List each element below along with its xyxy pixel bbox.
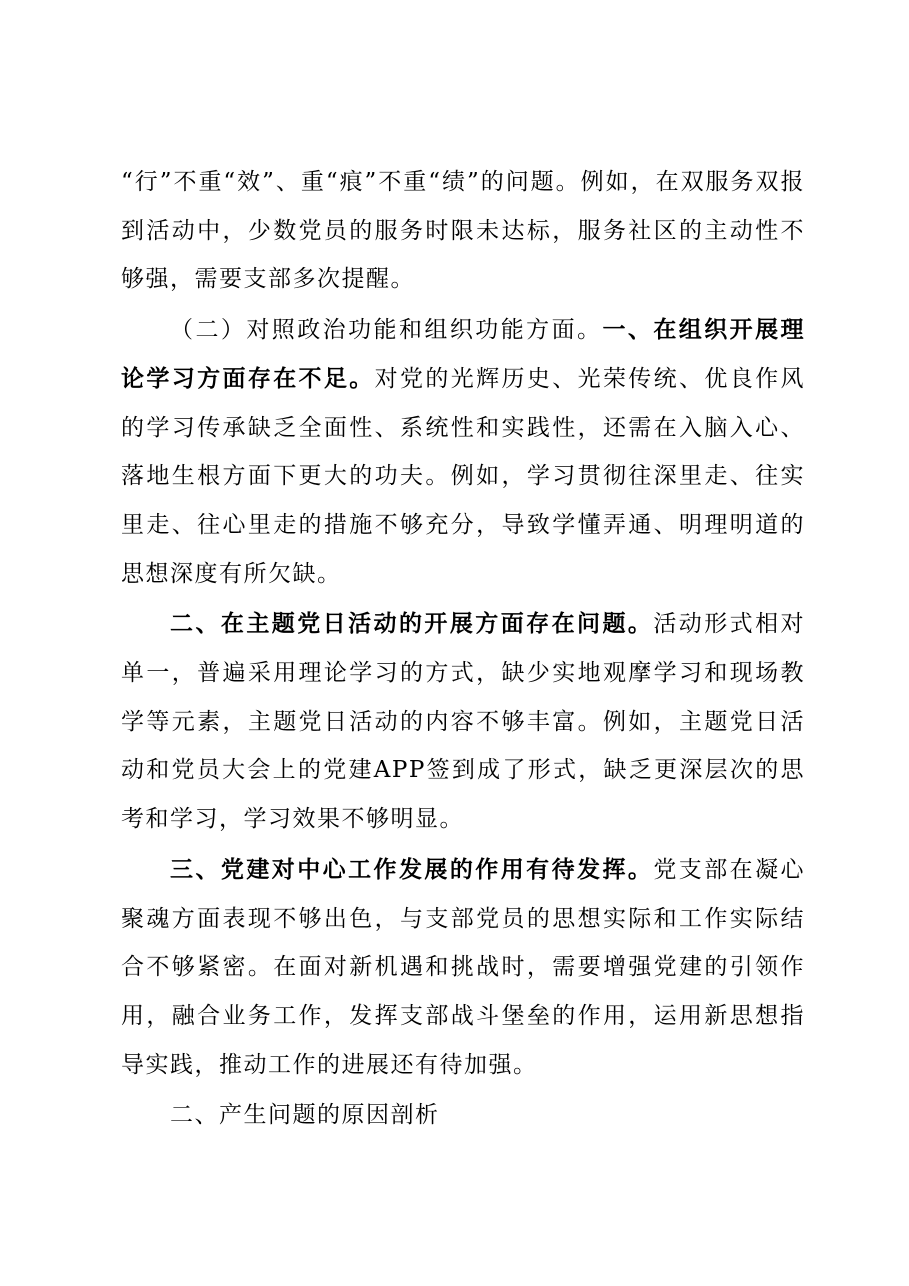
- paragraph-continuation: [121, 158, 805, 304]
- paragraph-party-day: [121, 600, 805, 844]
- paragraph-text: 党支部在凝心聚魂方面表现不够出色，与支部党员的思想实际和工作实际结合不够紧密。在面对新机遇和挑战时，需要增强党建的引领作用，融合业务工作，发挥支部战斗堡垒的作用，运用新思想指导实践，推动工作的进展还有待加强。: [121, 856, 805, 1078]
- paragraph-central-work: [121, 846, 805, 1090]
- paragraph-prefix: （二）对照政治功能和组织功能方面。: [170, 317, 603, 344]
- paragraph-lead: 三、党建对中心工作发展的作用有待发挥。: [170, 855, 654, 883]
- section-heading-text: 二、产生问题的原因剖析: [170, 1102, 440, 1129]
- document-page: [121, 158, 805, 1140]
- paragraph-lead: 一、在组织开展理论学习方面存在不足。: [121, 316, 805, 392]
- paragraph-lead: 二、在主题党日活动的开展方面存在问题。: [170, 610, 654, 638]
- section-heading: [121, 1091, 805, 1140]
- paragraph-text: 活动形式相对单一，普遍采用理论学习的方式，缺少实地观摩学习和现场教学等元素，主题党日活动的内容不够丰富。例如，主题党日活动和党员大会上的党建APP签到成了形式，缺乏更深层次的思考和学习，学习效果不够明显。: [121, 611, 805, 833]
- paragraph-text: 对党的光辉历史、光荣传统、优良作风的学习传承缺乏全面性、系统性和实践性，还需在入脑入心、落地生根方面下更大的功夫。例如，学习贯彻往深里走、往实里走、往心里走的措施不够充分，导致学懂弄通、明理明道的思想深度有所欠缺。: [121, 365, 806, 587]
- paragraph-text: “行”不重“效”、重“痕”不重“绩”的问题。例如，在双服务双报到活动中，少数党员的服务时限未达标，服务社区的主动性不够强，需要支部多次提醒。: [121, 169, 805, 293]
- paragraph-political-function: [121, 306, 805, 598]
